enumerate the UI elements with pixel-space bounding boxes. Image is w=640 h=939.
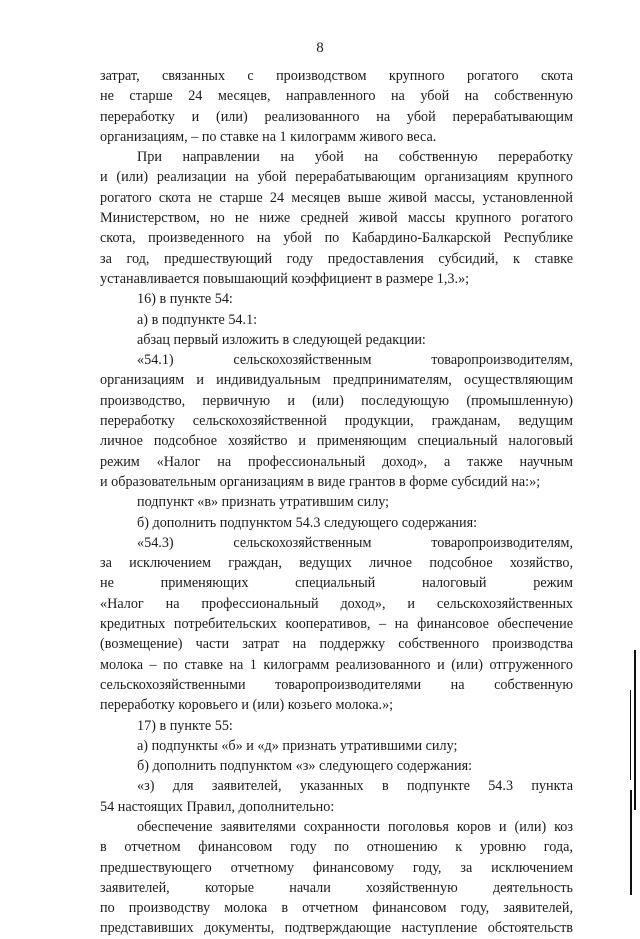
text-line: организациям, – по ставке на 1 килограмм живого веса.: [100, 128, 437, 145]
text-line: устанавливается повышающий коэффициент в размере 1,3.»;: [100, 270, 470, 287]
text-line: организациям и индивидуальным предпринимателям, осуществляющим: [100, 372, 573, 389]
text-line: молока – по ставке на 1 килограмм реализованного и (или) отгруженного: [100, 656, 573, 673]
scan-edge-mark: [634, 650, 636, 810]
text-line: за год, предшествующий году предоставления субсидий, к ставке: [100, 250, 573, 267]
text-line: «Налог на профессиональный доход», и сельскохозяйственных: [100, 595, 573, 612]
text-line: а) подпункты «б» и «д» признать утратившими силу;: [137, 737, 458, 754]
text-line: «54.1) сельскохозяйственным товаропроизводителям,: [137, 352, 573, 369]
text-line: абзац первый изложить в следующей редакции:: [137, 331, 426, 348]
text-line: б) дополнить подпунктом «з» следующего содержания:: [137, 758, 473, 775]
text-line: а) в подпункте 54.1:: [137, 311, 258, 328]
text-line: 16) в пункте 54:: [137, 291, 233, 308]
text-line: рогатого скота не старше 24 месяцев выше живой массы, установленной: [100, 189, 573, 206]
text-line: переработку коровьего и (или) козьего молока.»;: [100, 697, 394, 714]
document-body: [100, 66, 573, 939]
text-line: «54.3) сельскохозяйственным товаропроизводителям,: [137, 534, 573, 551]
text-line: переработку сельскохозяйственной продукции, гражданам, ведущим: [100, 413, 573, 430]
text-line: «з) для заявителей, указанных в подпункте 54.3 пункта: [137, 778, 573, 795]
text-line: заявителей, которые начали хозяйственную деятельность: [100, 879, 573, 896]
text-line: б) дополнить подпунктом 54.3 следующего содержания:: [137, 514, 478, 531]
text-line: представивших документы, подтверждающие наступление обстоятельств: [100, 920, 573, 937]
page-number: 8: [316, 40, 324, 56]
text-line: и образовательным организациям в виде грантов в форме субсидий на:»;: [100, 473, 541, 490]
text-line: 54 настоящих Правил, дополнительно:: [100, 798, 335, 815]
text-line: обеспечение заявителями сохранности поголовья коров и (или) коз: [137, 818, 573, 835]
text-line: по производству молока в отчетном финансовом году, заявителей,: [100, 900, 573, 917]
text-line: за исключением граждан, ведущих личное подсобное хозяйство,: [100, 555, 573, 572]
text-line: подпункт «в» признать утратившим силу;: [137, 494, 390, 511]
text-line: переработку и (или) реализованного на убой перерабатывающим: [100, 108, 573, 125]
text-line: (возмещение) части затрат на поддержку собственного производства: [100, 636, 573, 653]
text-line: кредитных потребительских кооперативов, – на финансовое обеспечение: [100, 616, 573, 633]
text-line: 17) в пункте 55:: [137, 717, 233, 734]
text-line: предшествующего отчетному финансовому году, за исключением: [100, 859, 573, 876]
text-line: не применяющих специальный налоговый режим: [100, 575, 573, 592]
text-line: и (или) реализации на убой перерабатывающим организациям крупного: [100, 169, 573, 186]
text-line: не старше 24 месяцев, направленного на убой на собственную: [100, 88, 573, 105]
text-line: режим «Налог на профессиональный доход», а также научным: [100, 453, 573, 470]
text-line: затрат, связанных с производством крупного рогатого скота: [100, 68, 573, 84]
text-line: производство, первичную и (или) последующую (промышленную): [100, 392, 573, 409]
text-line: скота, произведенного на убой по Кабардино-Балкарской Республике: [100, 230, 573, 247]
text-line: сельскохозяйственными товаропроизводителями на собственную: [100, 676, 573, 693]
scan-edge-mark: [630, 690, 631, 780]
text-line: При направлении на убой на собственную переработку: [137, 149, 573, 166]
text-line: Министерством, но не ниже средней живой массы крупного рогатого: [100, 210, 573, 227]
scan-edge-mark: [630, 790, 632, 895]
text-line: личное подсобное хозяйство и применяющим специальный налоговый: [100, 433, 573, 450]
text-line: в отчетном финансовом году по отношению к уровню года,: [100, 839, 573, 856]
